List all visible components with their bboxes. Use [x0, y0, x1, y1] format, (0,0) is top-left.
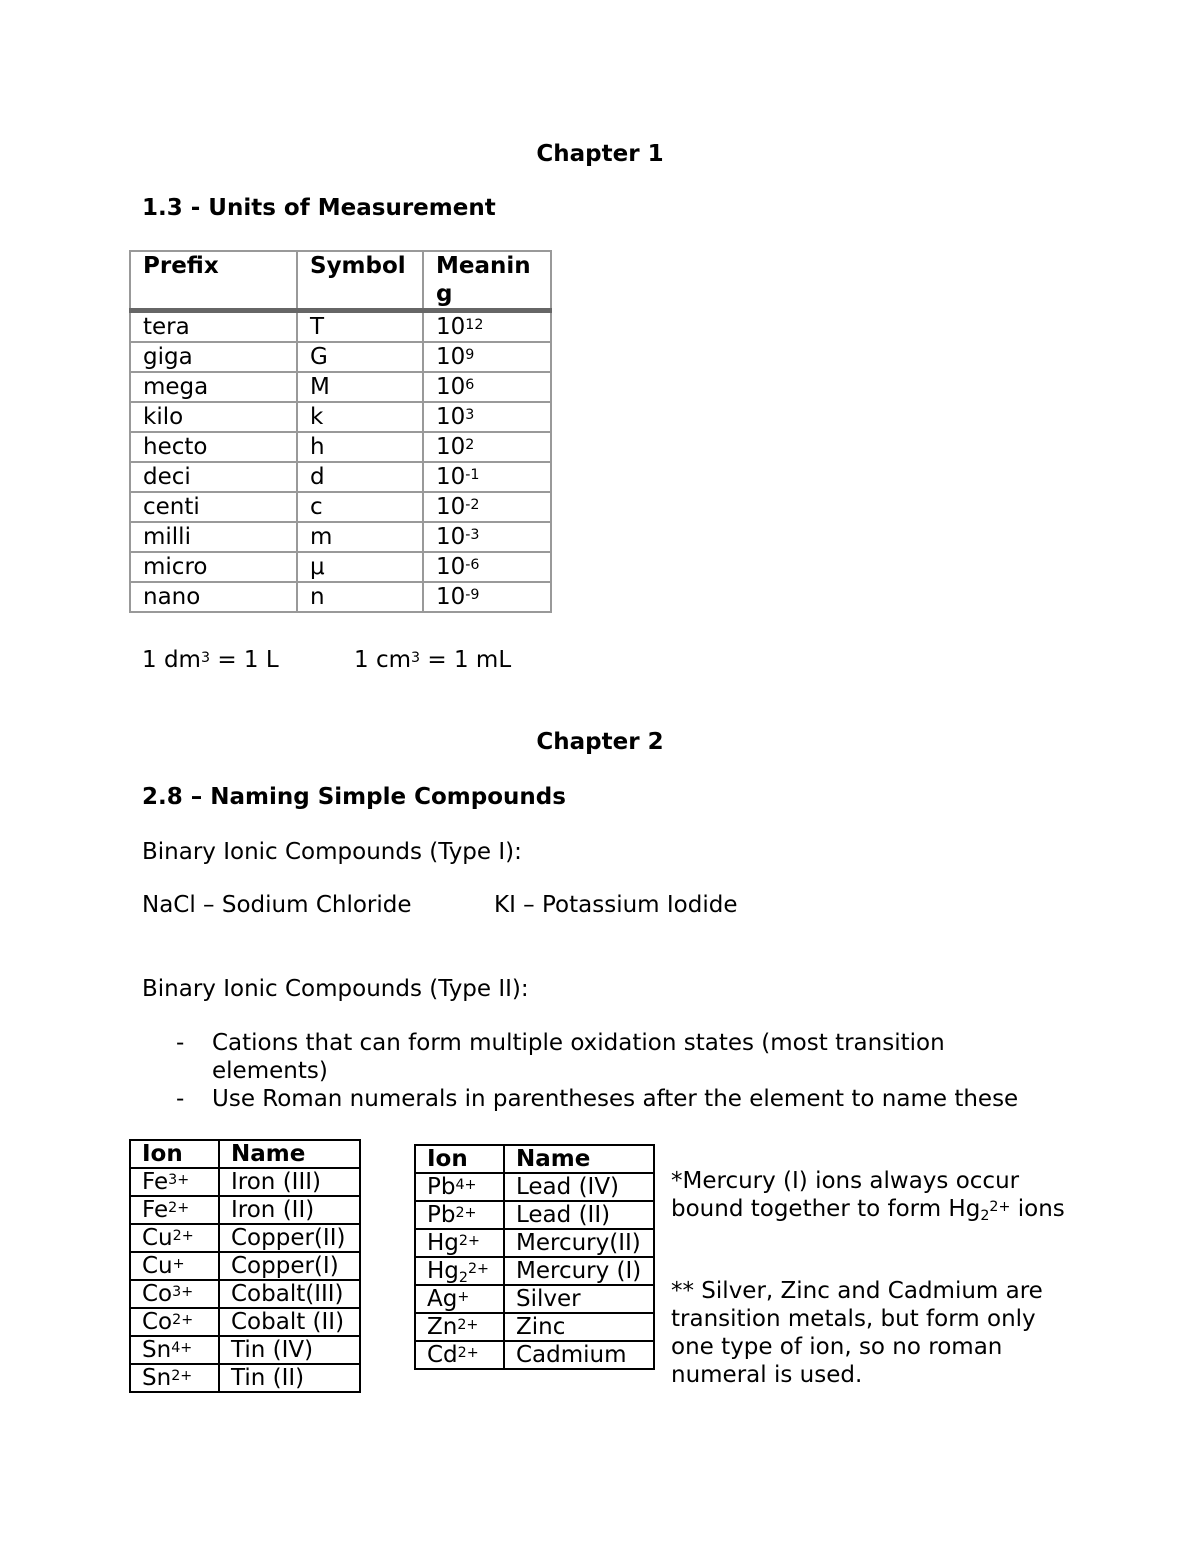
ion-element: Fe — [142, 1197, 169, 1223]
ion-name-cell: Copper(I) — [219, 1252, 360, 1280]
table-row — [130, 492, 551, 522]
ion-name-cell: Lead (IV) — [504, 1173, 654, 1201]
ion-cell — [415, 1285, 504, 1313]
ion-element: Cu — [142, 1253, 173, 1279]
prefix-cell: micro — [130, 552, 297, 582]
ion-name-cell: Lead (II) — [504, 1201, 654, 1229]
table-row — [415, 1173, 654, 1201]
ion-charge: 2+ — [457, 1317, 479, 1334]
power-base: 10 — [436, 554, 466, 580]
header-ion: Ion — [415, 1145, 504, 1173]
table-row — [130, 522, 551, 552]
power-exponent: 3 — [465, 407, 475, 424]
header-name: Name — [219, 1140, 360, 1168]
power-exponent: 12 — [465, 317, 484, 334]
ion-cell — [130, 1336, 219, 1364]
table-row — [415, 1201, 654, 1229]
header-symbol: Symbol — [297, 251, 423, 311]
ion-name-cell: Mercury (I) — [504, 1257, 654, 1285]
meaning-cell — [423, 372, 551, 402]
meaning-cell — [423, 522, 551, 552]
power-exponent: -6 — [465, 557, 480, 574]
power-exponent: -2 — [465, 497, 480, 514]
ion-cell — [415, 1173, 504, 1201]
prefix-cell: nano — [130, 582, 297, 612]
table-row — [130, 582, 551, 612]
ion-name-cell: Tin (II) — [219, 1364, 360, 1392]
ion-cell — [130, 1280, 219, 1308]
ion-table-2 — [414, 1144, 655, 1370]
chapter-1-title: Chapter 1 — [536, 141, 664, 167]
section-2-8-heading: 2.8 – Naming Simple Compounds — [142, 784, 566, 810]
symbol-cell: n — [297, 582, 423, 612]
ion-name-cell: Cadmium — [504, 1341, 654, 1369]
header-name: Name — [504, 1145, 654, 1173]
ion-name-cell: Iron (III) — [219, 1168, 360, 1196]
ion-charge: 3+ — [168, 1172, 190, 1189]
ion-charge: 2+ — [168, 1200, 190, 1217]
ion-table-1 — [129, 1139, 361, 1393]
ion-charge: 4+ — [171, 1340, 193, 1357]
meaning-cell — [423, 432, 551, 462]
bullet-marker: - — [176, 1086, 185, 1112]
bullet-text: Cations that can form multiple oxidation states (most transition elements) — [212, 1030, 945, 1084]
symbol-cell: h — [297, 432, 423, 462]
type1-example-nacl: NaCl – Sodium Chloride — [142, 892, 412, 918]
table-row — [415, 1257, 654, 1285]
ion-name-cell: Copper(II) — [219, 1224, 360, 1252]
ion-charge: 2+ — [467, 1261, 489, 1278]
table-row — [130, 311, 551, 343]
ion-element: Hg — [427, 1230, 459, 1256]
table-row — [130, 1364, 360, 1392]
symbol-cell: μ — [297, 552, 423, 582]
power-exponent: 9 — [465, 347, 475, 364]
meaning-cell — [423, 552, 551, 582]
bullet-item — [176, 1029, 1046, 1085]
ion-name-cell: Zinc — [504, 1313, 654, 1341]
ion-element: Cu — [142, 1225, 173, 1251]
meaning-cell — [423, 582, 551, 612]
header-ion: Ion — [130, 1140, 219, 1168]
units-table — [129, 250, 552, 613]
table-row — [130, 1168, 360, 1196]
table-row — [130, 372, 551, 402]
table-row — [415, 1313, 654, 1341]
power-exponent: -9 — [465, 587, 480, 604]
ion-element: Ag — [427, 1286, 458, 1312]
meaning-cell — [423, 492, 551, 522]
symbol-cell: m — [297, 522, 423, 552]
table-row — [415, 1229, 654, 1257]
ion-charge: + — [457, 1289, 470, 1306]
ion-element: Sn — [142, 1337, 172, 1363]
ion-element: Zn — [427, 1314, 458, 1340]
ion-cell — [415, 1201, 504, 1229]
ion-name-cell: Cobalt(III) — [219, 1280, 360, 1308]
table-row — [130, 402, 551, 432]
type1-example-ki: KI – Potassium Iodide — [494, 892, 738, 918]
ion-name-cell: Silver — [504, 1285, 654, 1313]
unit-equivalence-1: 1 $dm^3 = 1$ L — [142, 647, 279, 673]
ion-name-cell: Cobalt (II) — [219, 1308, 360, 1336]
symbol-cell: c — [297, 492, 423, 522]
ion-name-cell: Tin (IV) — [219, 1336, 360, 1364]
ion-cell — [415, 1257, 504, 1285]
table-row — [130, 342, 551, 372]
prefix-cell: mega — [130, 372, 297, 402]
table-row — [130, 1224, 360, 1252]
ion-name-cell: Iron (II) — [219, 1196, 360, 1224]
table-row — [415, 1285, 654, 1313]
power-base: 10 — [436, 434, 466, 460]
ion-element: Co — [142, 1281, 173, 1307]
power-base: 10 — [436, 404, 466, 430]
ion-charge: 4+ — [455, 1177, 477, 1194]
table-row — [130, 1308, 360, 1336]
ion-element: Sn — [142, 1365, 172, 1391]
ion-cell — [130, 1196, 219, 1224]
ion-element: Pb — [427, 1174, 456, 1200]
prefix-cell: milli — [130, 522, 297, 552]
ion-element: Pb — [427, 1202, 456, 1228]
ion-table-2-header — [415, 1145, 654, 1173]
ion-charge: 3+ — [172, 1284, 194, 1301]
power-base: 10 — [436, 314, 466, 340]
ion-charge: 2+ — [172, 1228, 194, 1245]
power-base: 10 — [436, 374, 466, 400]
type1-heading: Binary Ionic Compounds (Type I): — [142, 839, 522, 865]
ion-cell — [130, 1308, 219, 1336]
symbol-cell: G — [297, 342, 423, 372]
header-meaning: Meaning — [423, 251, 551, 311]
bullet-text: Use Roman numerals in parentheses after the element to name these — [212, 1086, 1019, 1112]
bullet-marker: - — [176, 1030, 185, 1056]
transition-metals-note: ** Silver, Zinc and Cadmium are transition metals, but form only one type of ion, so no roman numeral is used. — [671, 1278, 1043, 1388]
ion-charge: 2+ — [171, 1368, 193, 1385]
units-table-header — [130, 251, 551, 311]
symbol-cell: k — [297, 402, 423, 432]
ion-cell — [415, 1313, 504, 1341]
ion-cell — [415, 1229, 504, 1257]
symbol-cell: d — [297, 462, 423, 492]
ion-charge: 2+ — [458, 1233, 480, 1250]
ion-element: Fe — [142, 1169, 169, 1195]
table-row — [130, 552, 551, 582]
table-row — [130, 462, 551, 492]
prefix-cell: tera — [130, 311, 297, 343]
mercury-note: *Mercury (I) ions always occur bound together to form $Hg_2^{2+}$ ions — [671, 1168, 1065, 1224]
meaning-cell — [423, 402, 551, 432]
prefix-cell: deci — [130, 462, 297, 492]
power-base: 10 — [436, 584, 466, 610]
ion-element: Co — [142, 1309, 173, 1335]
table-row — [130, 432, 551, 462]
prefix-cell: giga — [130, 342, 297, 372]
ion-cell — [130, 1168, 219, 1196]
prefix-cell: kilo — [130, 402, 297, 432]
power-base: 10 — [436, 524, 466, 550]
table-row — [130, 1336, 360, 1364]
power-exponent: -3 — [465, 527, 480, 544]
ion-cell — [130, 1224, 219, 1252]
meaning-cell — [423, 342, 551, 372]
power-base: 10 — [436, 344, 466, 370]
table-row — [130, 1196, 360, 1224]
prefix-cell: hecto — [130, 432, 297, 462]
prefix-cell: centi — [130, 492, 297, 522]
bullet-item — [176, 1085, 1046, 1113]
ion-charge: 2+ — [172, 1312, 194, 1329]
ion-element: Hg — [427, 1258, 459, 1284]
type2-heading: Binary Ionic Compounds (Type II): — [142, 976, 529, 1002]
ion-cell — [130, 1252, 219, 1280]
ion-charge: 2+ — [455, 1205, 477, 1222]
ion-cell — [130, 1364, 219, 1392]
ion-subscript: 2 — [458, 1269, 468, 1286]
power-base: 10 — [436, 494, 466, 520]
ion-name-cell: Mercury(II) — [504, 1229, 654, 1257]
meaning-cell — [423, 462, 551, 492]
ion-cell — [415, 1341, 504, 1369]
power-exponent: -1 — [465, 467, 480, 484]
header-prefix: Prefix — [130, 251, 297, 311]
power-exponent: 6 — [465, 377, 475, 394]
ion-element: Cd — [427, 1342, 458, 1368]
section-1-3-heading: 1.3 - Units of Measurement — [142, 195, 496, 221]
ion-table-1-header — [130, 1140, 360, 1168]
ion-charge: + — [172, 1256, 185, 1273]
table-row — [130, 1252, 360, 1280]
power-base: 10 — [436, 464, 466, 490]
meaning-cell — [423, 311, 551, 343]
ion-charge: 2+ — [457, 1345, 479, 1362]
chapter-2-title: Chapter 2 — [536, 729, 664, 755]
symbol-cell: M — [297, 372, 423, 402]
table-row — [130, 1280, 360, 1308]
symbol-cell: T — [297, 311, 423, 343]
unit-equivalence-2: 1 $cm^3 = 1$ mL — [354, 647, 512, 673]
power-exponent: 2 — [465, 437, 475, 454]
table-row — [415, 1341, 654, 1369]
